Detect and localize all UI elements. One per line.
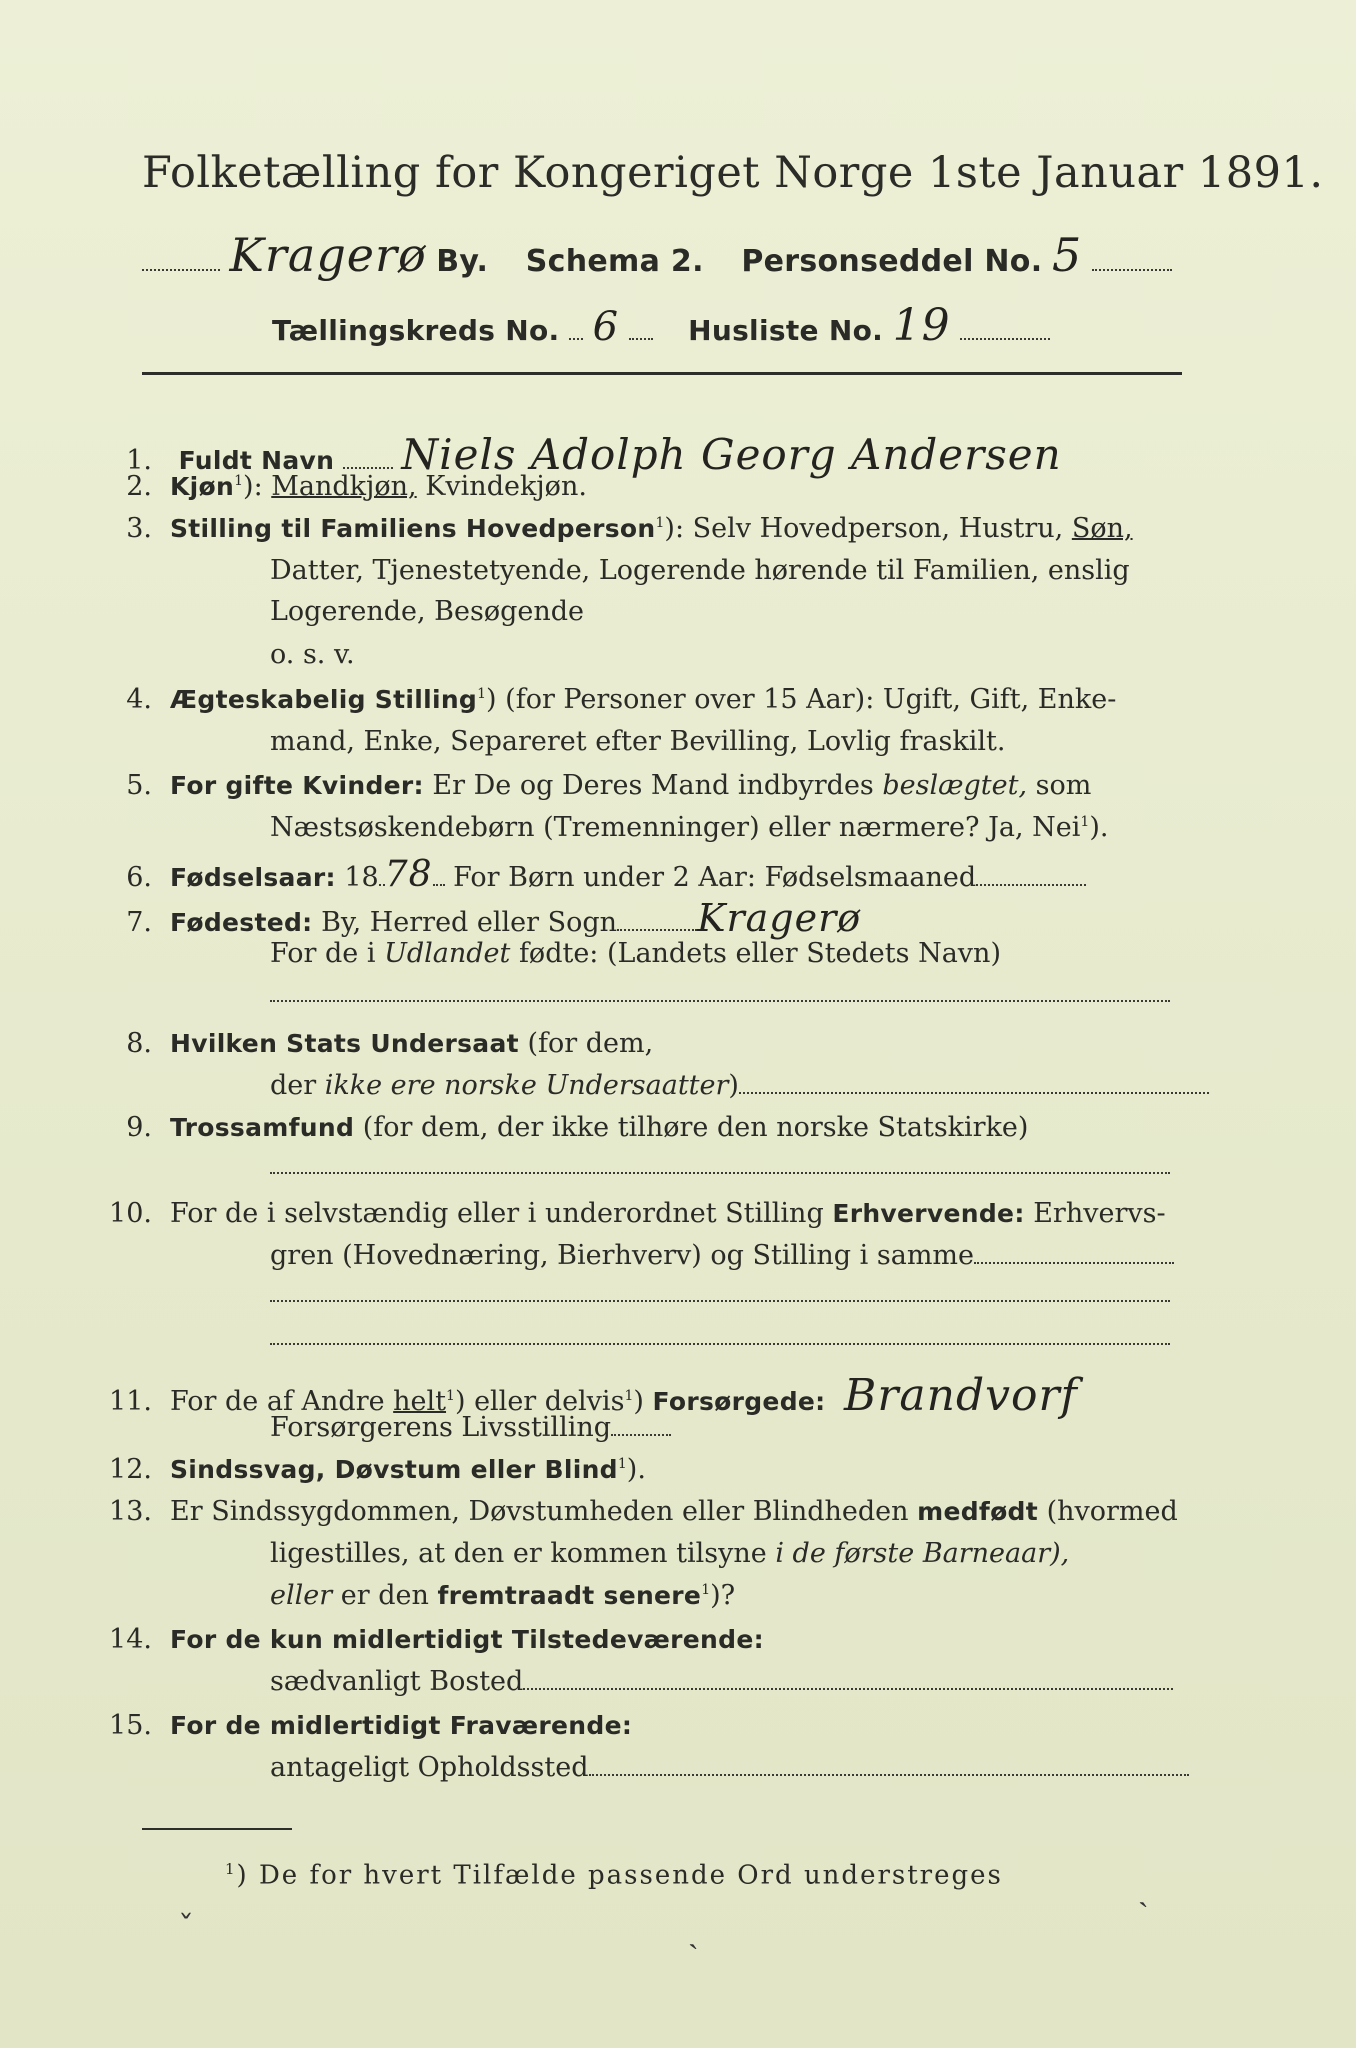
q14-line2-text: sædvanligt Bosted	[270, 1666, 524, 1697]
q14-line2	[270, 1666, 1173, 1697]
q10-text: For de i selvstændig eller i underordnet Stilling	[170, 1198, 833, 1229]
q6-row	[92, 854, 1086, 895]
pencil-mark-left: ˇ	[178, 1908, 194, 1946]
q10-number: 10.	[109, 1198, 152, 1229]
q5-label: For gifte Kvinder:	[170, 771, 424, 800]
by-label: By.	[436, 244, 489, 279]
q13-text-end: (hvormed	[1038, 1496, 1178, 1527]
q3-line4: o. s. v.	[270, 639, 355, 670]
q7-label: Fødested:	[170, 908, 313, 937]
full-name-value: Niels Adolph Georg Andersen	[401, 430, 1062, 479]
q1-label: Fuldt Navn	[178, 446, 335, 475]
q7-line2-italic: Udlandet	[384, 938, 511, 969]
q3-footnote-ref: 1	[655, 515, 665, 531]
q7-line2-text: For de i	[270, 938, 385, 969]
q7-line2-end: fødte: (Landets eller Stedets Navn)	[510, 938, 1001, 969]
q9-number: 9.	[126, 1112, 152, 1143]
q7-number: 7.	[126, 907, 152, 938]
q10-row	[92, 1198, 1166, 1229]
q10-text-end: Erhvervs-	[1024, 1198, 1166, 1229]
personseddel-number: 5	[1051, 228, 1083, 282]
q8-row	[92, 1028, 653, 1059]
q14-label: For de kun midlertidigt Tilstedeværende:	[170, 1625, 764, 1654]
q4-footnote-ref: 1	[477, 686, 487, 702]
q13-row	[92, 1496, 1178, 1527]
q11-number: 11.	[109, 1386, 152, 1417]
q13-line3-text: er den	[332, 1580, 438, 1611]
q11-text-mid: ) eller delvis	[454, 1386, 625, 1417]
q6-label: Fødselsaar:	[170, 863, 336, 892]
q10-line2	[270, 1240, 1174, 1271]
q2-text: ):	[243, 471, 272, 502]
q5-line2	[270, 812, 1108, 843]
q5-number: 5.	[126, 770, 152, 801]
kreds-number: 6	[592, 304, 620, 350]
pencil-mark-center: ˎ	[688, 1912, 699, 1950]
q15-row	[92, 1710, 632, 1741]
q8-number: 8.	[126, 1028, 152, 1059]
q12-end: ).	[626, 1454, 646, 1485]
q5-text-end: som	[1027, 770, 1092, 801]
sex-option-female: Kvindekjøn.	[416, 471, 587, 502]
q13-line3	[270, 1580, 735, 1611]
q5-line2-end: ).	[1089, 812, 1109, 843]
q3-line3: Logerende, Besøgende	[270, 596, 584, 627]
q6-text: For Børn under 2 Aar: Fødselsmaaned	[444, 862, 977, 893]
q10-answer-line-1	[270, 1300, 1170, 1302]
q5-italic: beslægtet,	[882, 770, 1028, 801]
q4-text: ) (for Personer over 15 Aar): Ugift, Gift, Enke-	[486, 684, 1117, 715]
footnote-text: ) De for hvert Tilfælde passende Ord understreges	[236, 1860, 1003, 1891]
q13-number: 13.	[109, 1496, 152, 1527]
personseddel-label: Personseddel No.	[741, 244, 1043, 279]
q13-footnote-ref: 1	[701, 1582, 711, 1598]
q3-line2: Datter, Tjenestetyende, Logerende hørende til Familien, enslig	[270, 555, 1130, 586]
provider-value: Brandvorf	[844, 1370, 1078, 1421]
q12-number: 12.	[109, 1454, 152, 1485]
q13-line2	[270, 1538, 1069, 1569]
q14-row	[92, 1624, 764, 1655]
q9-row	[92, 1112, 1028, 1143]
q9-text: (for dem, der ikke tilhøre den norske Statskirke)	[354, 1112, 1029, 1143]
q4-number: 4.	[126, 684, 152, 715]
q1-number: 1.	[126, 445, 152, 476]
kreds-line	[272, 300, 1050, 351]
q11-line2-text: Forsørgerens Livsstilling	[270, 1412, 612, 1443]
q7-line2	[270, 938, 1001, 969]
q5-line2-text: Næstsøskendebørn (Tremenninger) eller nærmere? Ja, Nei	[270, 812, 1081, 843]
q11-helt: helt	[393, 1386, 447, 1417]
birth-year-value: 78	[384, 854, 433, 895]
q13-label: medfødt	[917, 1497, 1038, 1526]
q4-row	[92, 684, 1116, 715]
q13-line2-italic: i de første Barneaar),	[775, 1538, 1070, 1569]
q12-label: Sindssvag, Døvstum eller Blind	[170, 1455, 618, 1484]
q5-text: Er De og Deres Mand indbyrdes	[423, 770, 883, 801]
q2-row	[92, 471, 587, 502]
q8-line2-text: der	[270, 1070, 325, 1101]
q8-line2-end: )	[728, 1070, 739, 1101]
q11-footnote-ref-2: 1	[624, 1388, 634, 1404]
q2-label: Kjøn	[170, 472, 235, 501]
q8-label: Hvilken Stats Undersaat	[170, 1029, 519, 1058]
sex-option-male-selected: Mandkjøn,	[271, 471, 417, 502]
q7-answer-line	[270, 1000, 1170, 1002]
q8-line2-italic: ikke ere norske Undersaatter	[324, 1070, 729, 1101]
q10-line2-text: gren (Hovednæring, Bierhverv) og Stilling i samme	[270, 1240, 975, 1271]
q11-label: Forsørgede:	[652, 1387, 826, 1416]
q5-row	[92, 770, 1091, 801]
footnote-ref: 1	[225, 1860, 237, 1878]
q5-footnote-ref: 1	[1080, 814, 1090, 830]
q6-century: 18	[335, 862, 379, 893]
q11-line2	[270, 1412, 671, 1443]
birthplace-value: Kragerø	[697, 896, 862, 940]
q13-line3-end: )?	[710, 1580, 736, 1611]
q15-line2-text: antageligt Opholdssted	[270, 1752, 589, 1783]
husliste-label: Husliste No.	[688, 314, 884, 347]
q15-label: For de midlertidigt Fraværende:	[170, 1711, 633, 1740]
q11-text-mid2: )	[633, 1386, 653, 1417]
q14-number: 14.	[109, 1624, 152, 1655]
q4-line2: mand, Enke, Separeret efter Bevilling, Lovlig fraskilt.	[270, 726, 1006, 757]
q3-row	[92, 513, 1133, 544]
kreds-label: Tællingskreds No.	[272, 314, 560, 347]
husliste-number: 19	[892, 300, 951, 351]
city-handwritten: Kragerø	[229, 228, 427, 282]
q2-number: 2.	[126, 471, 152, 502]
q12-row	[92, 1454, 646, 1485]
q11-text: For de af Andre	[170, 1386, 394, 1417]
q2-footnote-ref: 1	[234, 473, 244, 489]
relation-option-son-selected: Søn,	[1071, 513, 1133, 544]
q3-label: Stilling til Familiens Hovedperson	[170, 514, 656, 543]
q13-line3-italic: eller	[270, 1580, 333, 1611]
q15-number: 15.	[109, 1710, 152, 1741]
q3-number: 3.	[126, 513, 152, 544]
q10-answer-line-2	[270, 1343, 1170, 1345]
header-rule	[142, 372, 1182, 375]
form-title: Folketælling for Kongeriget Norge 1ste Januar 1891.	[142, 148, 1324, 198]
q13-line3-bold: fremtraadt senere	[437, 1581, 702, 1610]
q12-footnote-ref: 1	[617, 1456, 627, 1472]
q13-text: Er Sindssygdommen, Døvstumheden eller Blindheden	[170, 1496, 918, 1527]
pencil-mark-right: ˏ	[1138, 1870, 1149, 1908]
schema-label: Schema 2.	[525, 244, 704, 279]
q7-text: By, Herred eller Sogn	[312, 907, 618, 938]
footnote-rule	[142, 1828, 292, 1830]
q6-number: 6.	[126, 862, 152, 893]
q9-label: Trossamfund	[170, 1113, 355, 1142]
q15-line2	[270, 1752, 1189, 1783]
q8-text: (for dem,	[518, 1028, 654, 1059]
q8-line2	[270, 1070, 1209, 1101]
q7-row	[92, 896, 861, 940]
q11-footnote-ref: 1	[446, 1388, 455, 1404]
q4-label: Ægteskabelig Stilling	[170, 685, 478, 714]
q3-text: ): Selv Hovedperson, Hustru,	[664, 513, 1072, 544]
q9-answer-line	[270, 1172, 1170, 1174]
footnote	[225, 1860, 1003, 1891]
q10-label: Erhvervende:	[832, 1199, 1025, 1228]
q13-line2-text: ligestilles, at den er kommen tilsyne	[270, 1538, 776, 1569]
schema-line	[142, 228, 1172, 282]
